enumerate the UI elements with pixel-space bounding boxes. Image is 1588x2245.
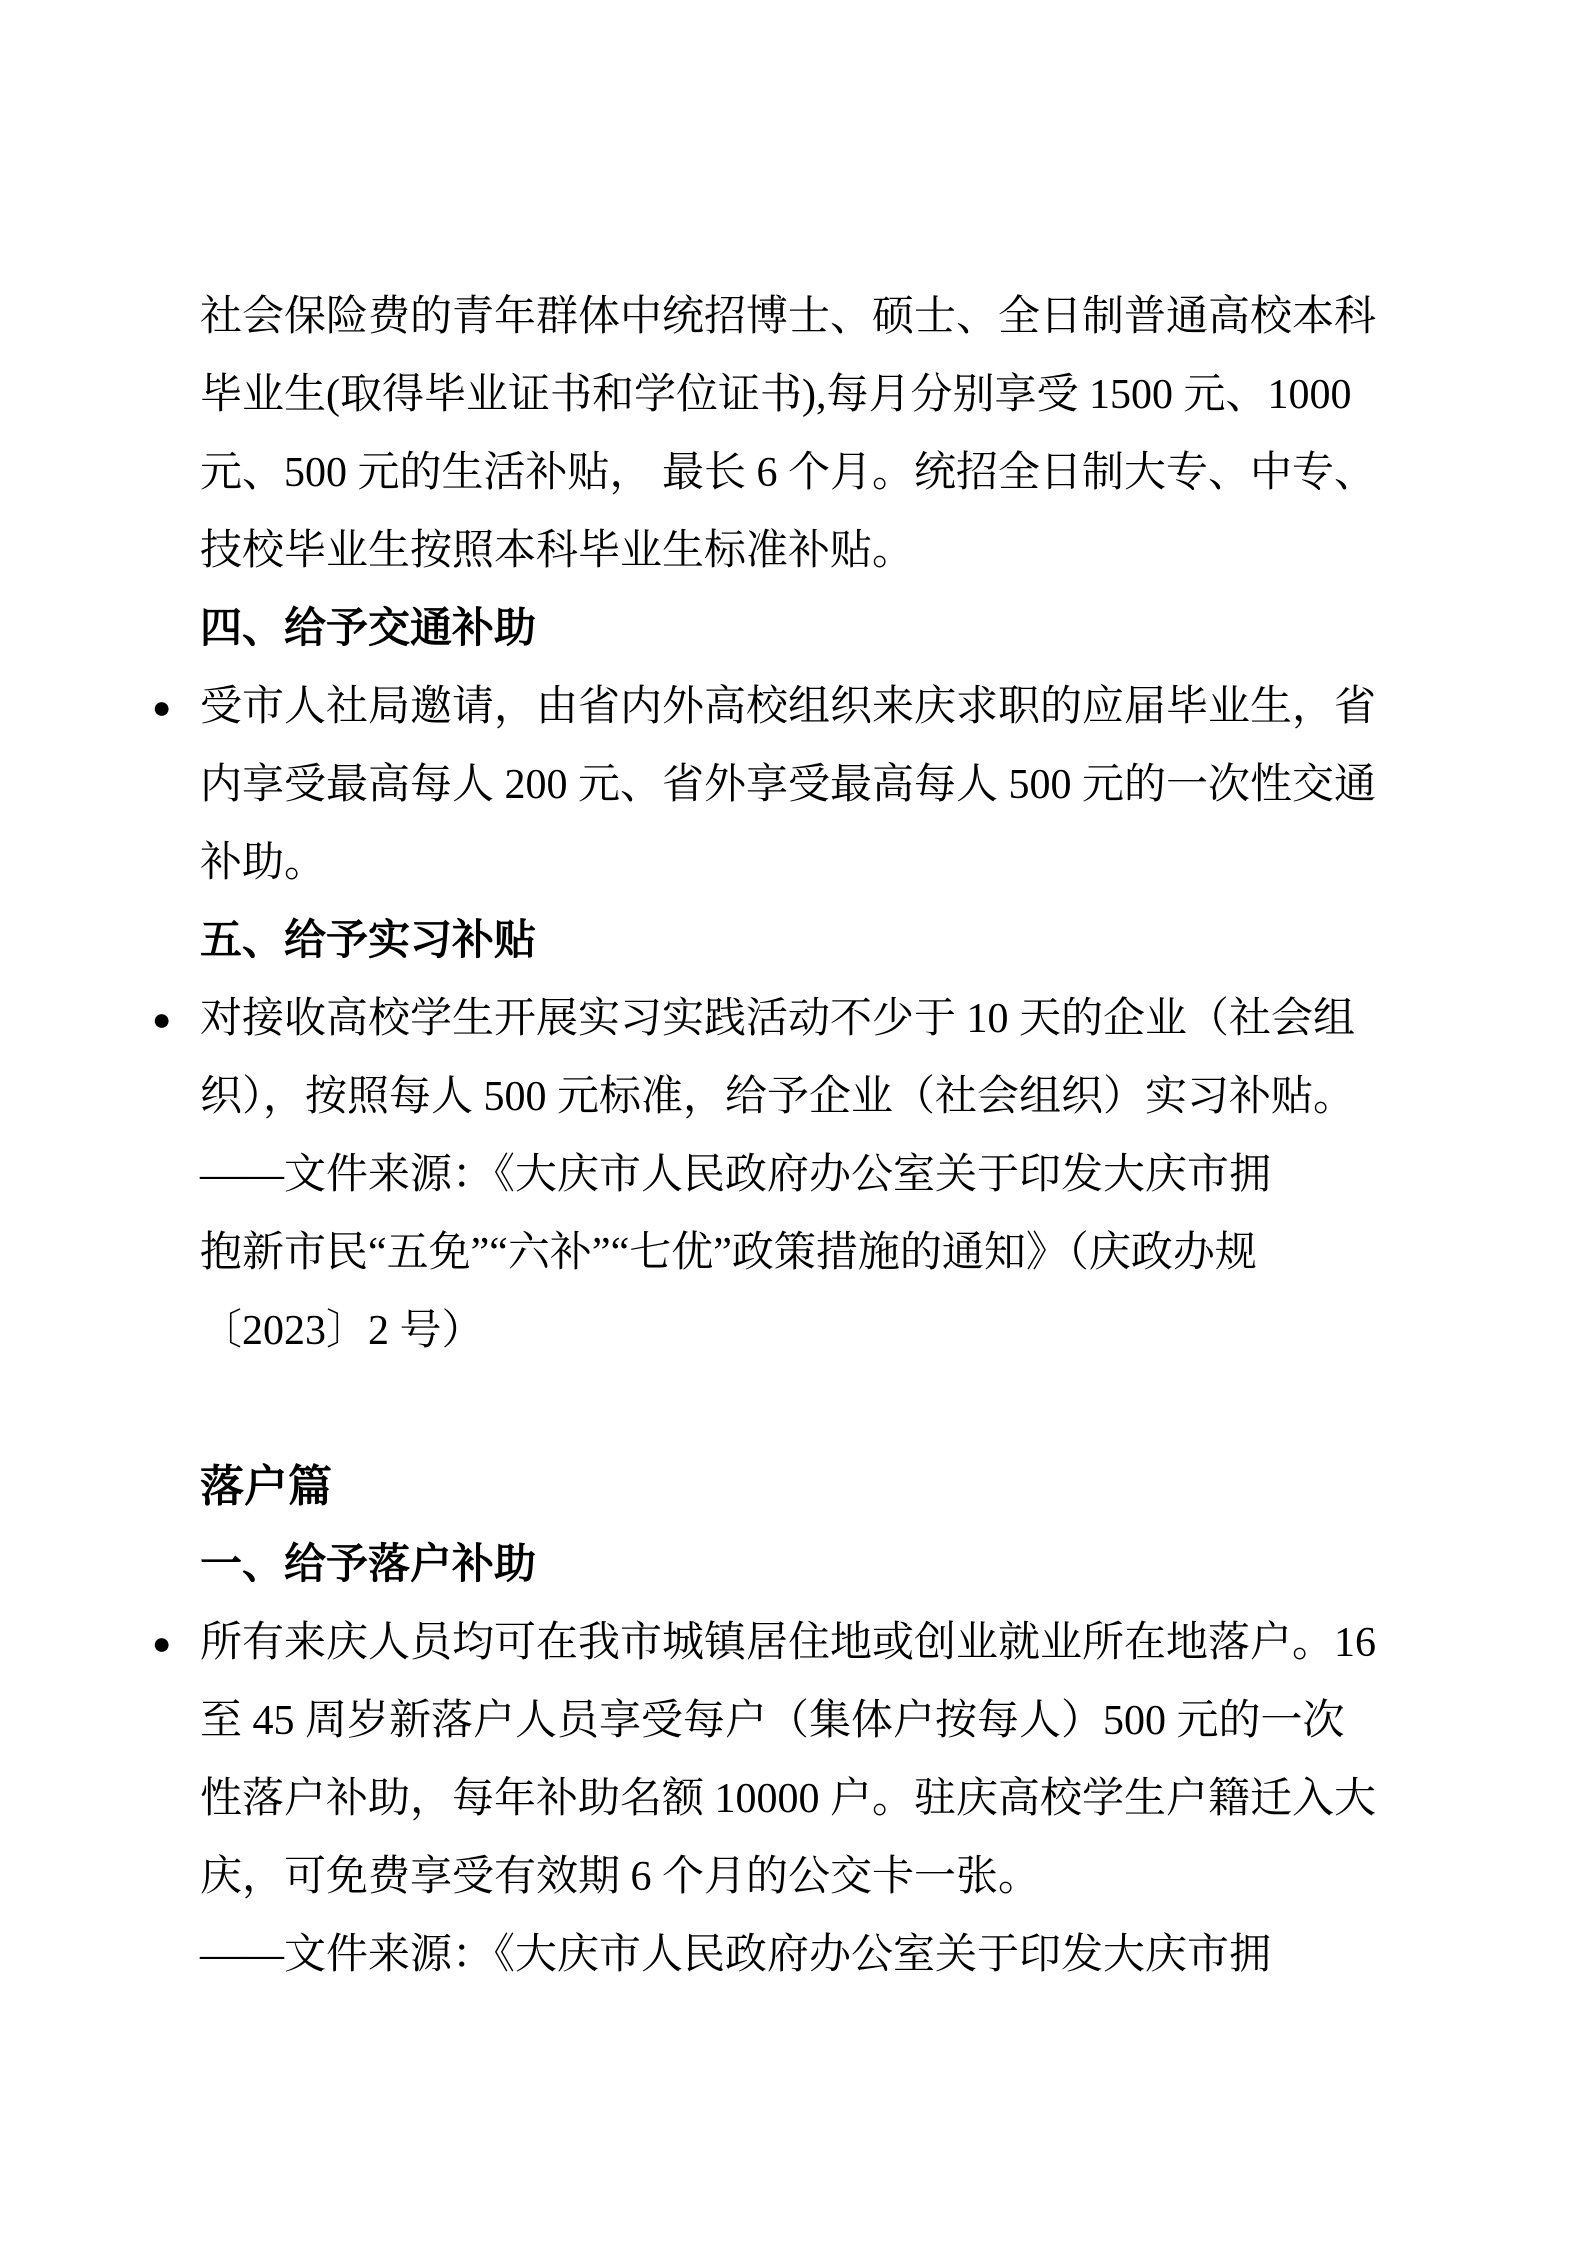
paragraph-line: 所有来庆人员均可在我市城镇居住地或创业就业所在地落户。16 — [200, 1620, 1377, 1666]
source-citation — [200, 1136, 1392, 1370]
bullet-icon: ● — [152, 1625, 172, 1661]
bullet-paragraph-settlement — [152, 1604, 1392, 1916]
bullet-icon: ● — [152, 689, 172, 725]
bullet-paragraph-internship — [152, 980, 1392, 1136]
paragraph-line: 毕业生(取得毕业证书和学位证书),每月分别享受 1500 元、1000 — [200, 372, 1352, 418]
bullet-icon: ● — [152, 1001, 172, 1037]
page-content — [152, 278, 1392, 1994]
source-line: ——文件来源：《大庆市人民政府办公室关于印发大庆市拥 — [200, 1932, 1272, 1978]
paragraph-line: 技校毕业生按照本科毕业生标准补贴。 — [200, 528, 915, 574]
paragraph-line: 织），按照每人 500 元标准，给予企业（社会组织）实习补贴。 — [200, 1074, 1356, 1120]
paragraph-line: 社会保险费的青年群体中统招博士、硕士、全日制普通高校本科 — [200, 294, 1377, 340]
section-title-settlement: 落户篇 — [200, 1462, 332, 1511]
paragraph-line: 对接收高校学生开展实习实践活动不少于 10 天的企业（社会组 — [200, 996, 1356, 1042]
paragraph-line: 至 45 周岁新落户人员享受每户（集体户按每人）500 元的一次 — [200, 1698, 1345, 1744]
paragraph-line: 受市人社局邀请，由省内外高校组织来庆求职的应届毕业生，省 — [200, 684, 1377, 730]
source-line: ——文件来源：《大庆市人民政府办公室关于印发大庆市拥 — [200, 1152, 1272, 1198]
paragraph-line: 补助。 — [200, 840, 327, 886]
source-citation — [200, 1916, 1392, 1994]
paragraph-living-subsidy — [200, 278, 1392, 590]
paragraph-line: 内享受最高每人 200 元、省外享受最高每人 500 元的一次性交通 — [200, 762, 1377, 808]
source-line: 抱新市民“五免”“六补”“七优”政策措施的通知》（庆政办规 — [200, 1230, 1257, 1276]
heading-transport-subsidy: 四、给予交通补助 — [200, 606, 537, 652]
paragraph-line: 庆，可免费享受有效期 6 个月的公交卡一张。 — [200, 1854, 1041, 1900]
heading-internship-subsidy: 五、给予实习补贴 — [200, 918, 537, 964]
source-line: 〔2023〕2 号） — [200, 1308, 484, 1354]
paragraph-line: 元、500 元的生活补贴， 最长 6 个月。统招全日制大专、中专、 — [200, 450, 1377, 496]
paragraph-line: 性落户补助，每年补助名额 10000 户。驻庆高校学生户籍迁入大 — [200, 1776, 1377, 1822]
bullet-paragraph-transport — [152, 668, 1392, 902]
heading-settlement-subsidy: 一、给予落户补助 — [200, 1542, 537, 1588]
